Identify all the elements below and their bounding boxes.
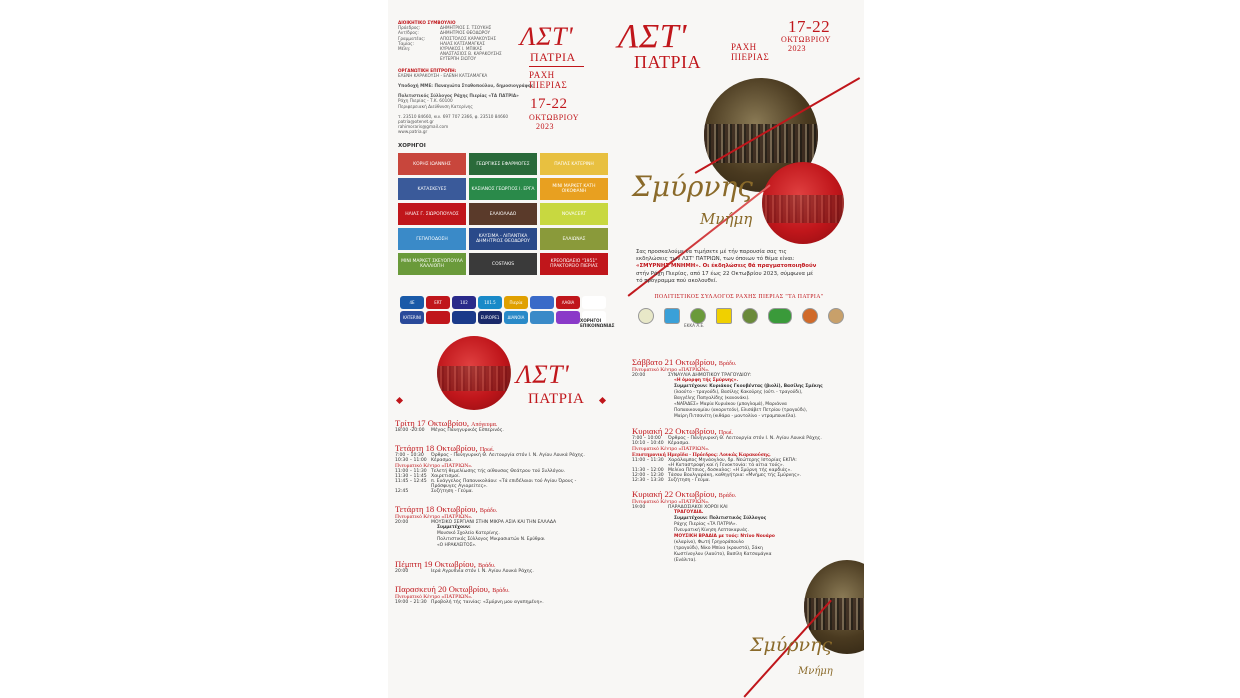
sponsor-logo: ΚΡΕΟΠΩΛΕΙΟ "1951" ΠΡΑΚΤΟΡΕΙΟ ΠΙΕΡΙΑΣ — [540, 253, 608, 275]
participants-block — [437, 525, 620, 549]
phones-line: τ. 23510 84660, κιν. 697 707 2366, φ. 23510 84660 — [398, 113, 509, 119]
theme-subtitle: Μνήμη — [700, 210, 753, 228]
member-name: ΕΥΤΕΡΠΗ ΣΙΩΤΟΥ — [440, 56, 477, 62]
participant-line: «ΝΑΪΑΔΕΣ» Μαρία Κυριάκου (μπαγλαμά), Μαριάννα — [674, 402, 787, 407]
program-day — [395, 584, 620, 605]
participant-line: Κωστίνογλου (λαούτο), Βασίλη Κατσαμάγκα — [674, 552, 772, 557]
participant-line: ΜΟΥΣΙΚΗ ΒΡΑΔΙΑ με τούς: Ντίνο Νουάρο — [674, 534, 775, 539]
program-logo-main: ΛΣΤ' — [516, 360, 570, 389]
member-role: Ταμίας: — [398, 40, 415, 46]
day-label: Τετάρτη 18 Οκτωβρίου, — [395, 443, 478, 453]
address-line-1: Ράχη Πιερίας - Τ.Κ. 60100 — [398, 98, 453, 104]
media-logo — [452, 311, 476, 324]
schedule-time: 19:00 – 21:30 — [395, 600, 427, 605]
divider — [529, 66, 584, 67]
schedule-description: Χαράλαμπος Μηνάογλου, δρ. Νεώτερης Ιστορίας ΕΚΠΑ: — [668, 458, 797, 463]
participants-block — [674, 510, 857, 564]
day-label: Κυριακή 22 Οκτωβρίου, — [632, 489, 717, 499]
participant-line: Πολιτιστικός Σύλλογος Μικρασιατών Ν. Ερύθραι — [437, 537, 545, 542]
schedule-description: Όρθρος - Πανηγυρική Θ. Λειτουργία στόν Ι. Ν. Αγίου Λουκά Ράχης. — [431, 453, 585, 458]
day-label: Παρασκευή 20 Οκτωβρίου, — [395, 584, 491, 594]
logo-sub-small: ΠΑΤΡΙΑ — [530, 50, 576, 64]
schedule-description: π. Ευάγγελος Παπανικολάου: «Τά επιδέλαιοι τού Αγίου Όρους - — [431, 479, 577, 484]
schedule-description: Συζήτηση - Γεύμα. — [431, 489, 474, 494]
day-title — [395, 584, 620, 594]
program-right — [632, 357, 857, 570]
schedule-description: Προβολή τής ταινίας: «Σμύρνη μου αγαπημένη». — [431, 600, 544, 605]
day-title — [395, 559, 620, 569]
media-logo — [530, 296, 554, 309]
day-title — [395, 504, 620, 514]
participant-line: (λαούτο - τραγούδι), Βασίλης Κακούρης (ούτι - τραγούδι), — [674, 390, 803, 395]
schedule-description: Συζήτηση - Γεύμα. — [668, 478, 711, 483]
program-logo-sub: ΠΑΤΡΙΑ — [528, 391, 585, 407]
red-photo-circle — [762, 162, 844, 244]
media-logo: Πιερία — [504, 296, 528, 309]
program-day — [632, 357, 857, 420]
program-day — [395, 559, 620, 574]
member-role: Πρόεδρος: — [398, 25, 421, 31]
schedule-description: ΣΥΝΑΥΛΙΑ ΔΗΜΟΤΙΚΟΥ ΤΡΑΓΟΥΔΙΟΥ: — [668, 373, 752, 378]
sponsor-logo: ΠΑΠΑΣ ΚΑΤΕΡΙΝΗ — [540, 153, 608, 175]
sponsor-logo: ΚΑΣΙΑΝΟΣ ΓΕΩΡΓΙΟΣ Ι. ΕΡΓΑ — [469, 178, 537, 200]
subvenue-label: Επιστημονική Ημερίδα - Πρόεδρος: Λουκάς Καρακούσης. — [632, 452, 771, 458]
participant-line: «Ο ΗΡΑΚΛΕΙΤΟΣ». — [437, 543, 477, 548]
org-names: ΕΛΕΝΗ ΚΑΡΑΚΟΥΣΗ - ΕΛΕΝΗ ΚΑΤΣΑΜΑΓΚΑ — [398, 72, 488, 78]
schedule-time: 7:00 – 10:30 — [395, 453, 424, 458]
wave-logo-icon — [664, 308, 680, 324]
day-time-of-day: Βράδυ. — [492, 588, 510, 594]
schedule-time: 11:00 – 11:30 — [395, 469, 427, 474]
web-line: www.patria.gr — [398, 129, 428, 135]
schedule-description: ΠΑΡΑΔΟΣΙΑΚΟΙ ΧΟΡΟΙ ΚΑΙ — [668, 505, 728, 510]
venue-label: Πνευματικό Κέντρο «ΠΑΤΡΙΩΝ». — [632, 499, 710, 505]
sponsor-logo: ΚΟΡΗΣ ΙΩΑΝΝΗΣ — [398, 153, 466, 175]
media-caption-2: ΕΠΙΚΟΙΝΩΝΙΑΣ — [580, 323, 615, 328]
sponsor-logo: ΚΑΥΣΙΜΑ - ΛΙΠΑΝΤΙΚΑ ΔΗΜΗΤΡΙΟΣ ΘΕΟΔΩΡΟΥ — [469, 228, 537, 250]
program-day — [395, 443, 620, 494]
participant-line: Παπαοικονομίου (ακορντεόν), Ελισάβετ Πετρίου (τραγούδι), — [674, 408, 808, 413]
committee-heading: ΔΙΟΙΚΗΤΙΚΟ ΣΥΜΒΟΥΛΙΟ — [398, 20, 456, 25]
schedule-time: 12:00 – 12:30 — [632, 473, 664, 478]
month-small: ΟΚΤΩΒΡΙΟΥ — [529, 113, 579, 122]
poster-sheet — [388, 0, 864, 698]
association-logos — [638, 308, 844, 324]
participant-line: Βαγγέλης Παπγαλίδης (κανονάκι). — [674, 396, 750, 401]
participant-line: Μαίρη Πιτσανίτη (κιθάρα - μαντολίνο - ντραμπουκέλα). — [674, 414, 797, 419]
sponsor-logo: ΚΑΤΑΣΚΕΥΕΣ — [398, 178, 466, 200]
program-day — [632, 426, 857, 483]
email-line-2: rahimoraris@gmail.com — [398, 124, 449, 130]
member-name: ΔΗΜΗΤΡΙΟΣ Σ. ΤΣΟΥΚΗΣ — [440, 25, 492, 31]
media-logo — [556, 311, 580, 324]
venue-label: Πνευματικό Κέντρο «ΠΑΤΡΙΩΝ». — [395, 594, 473, 600]
schedule-description: ΜΟΥΣΙΚΟ ΣΕΡΓΙΑΝΙ ΣΤΗΝ ΜΙΚΡΑ ΑΣΙΑ ΚΑΙ ΤΗΝ ΕΛΛΑΔΑ — [431, 520, 557, 525]
schedule-time: 11:30 – 12:00 — [632, 468, 664, 473]
schedule-time: 11:00 – 11:30 — [632, 458, 664, 463]
day-time-of-day: Βράδυ. — [718, 361, 737, 367]
day-time-of-day: Βράδυ. — [478, 563, 496, 569]
media-logo: ΔΙΑΝΟΙΑ — [504, 311, 528, 324]
schedule-description: Τάσου Βουλγαράκη, καθηγήτρια: «Μνήμες τής Σμύρνης». — [668, 473, 802, 478]
schedule-description: Μέγας Πανηγυρικός Εσπερινός. — [431, 428, 504, 433]
media-grid — [400, 296, 610, 324]
member-role: Γραμματέας: — [398, 35, 426, 41]
day-label: Τρίτη 17 Οκτωβρίου, — [395, 418, 470, 428]
member-role: Μέλη: — [398, 46, 411, 52]
day-time-of-day: Βράδυ. — [718, 493, 737, 499]
month-large: ΟΚΤΩΒΡΙΟΥ — [781, 35, 831, 44]
bottom-theme-title: Σμύρνης — [750, 634, 833, 656]
schedule-description: Χαιρετισμοί. — [431, 474, 461, 479]
logo-main-large: ΛΣΤ' — [618, 18, 687, 55]
cross-logo-icon — [716, 308, 732, 324]
member-role — [398, 56, 440, 61]
emblem-icon — [802, 308, 818, 324]
member-name: ΚΥΡΙΑΚΟΣ Ι. ΜΠΙΚΑΣ — [440, 46, 483, 52]
member-name: ΑΝΑΣΤΑΣΙΟΣ Β. ΚΑΡΑΚΟΥΣΗΣ — [440, 51, 502, 57]
media-logo: 102 — [452, 296, 476, 309]
sponsor-logo: COSTAKIS — [469, 253, 537, 275]
dates-small: 17-22 — [530, 96, 568, 112]
venue-label: Πνευματικό Κέντρο «ΠΑΤΡΙΩΝ». — [632, 367, 710, 373]
ellipse-logo-icon — [768, 308, 792, 324]
year-small: 2023 — [536, 122, 554, 131]
day-title — [632, 357, 857, 367]
seal-icon — [742, 308, 758, 324]
schedule-row — [632, 478, 857, 483]
media-logo: KATERINI — [400, 311, 424, 324]
schedule-description: Ιερά Αγρυπνία στόν Ι. Ν. Αγίου Λουκά Ράχης. — [431, 569, 534, 574]
schedule-description: Κέρασμα. — [431, 458, 453, 463]
invitation-line: Σας προσκαλούμε να τιμήσετε μέ τήν παρουσία σας τις — [636, 249, 787, 255]
sponsor-logo: ΜΙΝΙ ΜΑΡΚΕΤ ΣΚΕΥΟΠΟΥΛΑ ΚΑΛΛΙΟΠΗ — [398, 253, 466, 275]
schedule-description: «Η Καταστροφή καί ή Γενοκτονία: τά αίτια τούς». — [668, 463, 785, 468]
tree-logo-icon — [690, 308, 706, 324]
schedule-row — [395, 600, 620, 605]
venue-label: Πνευματικό Κέντρο «ΠΑΤΡΙΩΝ». — [632, 446, 710, 452]
invitation-text — [636, 249, 816, 285]
mmm-line: Υποδοχή ΜΜΕ: Παναγιώτα Σταθοπούλου, δημοσιογράφος — [398, 83, 534, 89]
day-time-of-day: Πρωί. — [718, 430, 734, 436]
member-name: ΑΠΟΣΤΟΛΟΣ ΚΑΡΑΚΟΥΣΗΣ — [440, 35, 496, 41]
invitation-line: στήν Ράχη Πιερίας, από 17 έως 22 Οκτωβρίου 2023, σύμφωνα μέ — [636, 270, 814, 277]
participant-line: Συμμετέχουν: Κυριάκος Γκουβέντας (βιολί), Βασίλης Σμέκης — [674, 384, 823, 389]
venue-label: Πνευματικό Κέντρο «ΠΑΤΡΙΩΝ». — [395, 514, 473, 520]
day-label: Τετάρτη 18 Οκτωβρίου, — [395, 504, 478, 514]
schedule-row — [395, 489, 620, 494]
participant-line: Ράχης Πιερίας «ΤΑ ΠΑΤΡΙΑ». — [674, 522, 737, 527]
club-name: Πολιτιστικός Σύλλογος Ράχης Πιερίας «ΤΑ ΠΑΤΡΙΑ» — [398, 93, 519, 99]
member-name: ΗΛΙΑΣ ΚΑΤΣΑΜΑΓΚΑΣ — [440, 40, 485, 46]
theme-title: Σμύρνης — [632, 170, 753, 203]
program-left — [395, 418, 620, 615]
bottom-theme-subtitle: Μνήμη — [798, 666, 833, 677]
participant-line: «Η όμορφη τής Σμύρνης». — [674, 378, 739, 383]
day-title — [395, 418, 620, 428]
day-time-of-day: Απόγευμα. — [471, 422, 498, 428]
media-logo: 4E — [400, 296, 424, 309]
participant-line: (κλαρίνο), Φωτή Γρηγοράπουλο — [674, 540, 744, 545]
media-logo — [582, 296, 606, 309]
schedule-time: 11:30 – 11:45 — [395, 474, 427, 479]
diamond-icon — [396, 397, 403, 404]
invitation-line: «ΣΜΥΡΝΗΣ ΜΝΗΜΗ». Οι έκδηλώσεις θά πραγματοποιηθούν — [636, 263, 817, 270]
association-name: ΠΟΛΙΤΙΣΤΙΚΟΣ ΣΥΛΛΟΓΟΣ ΡΑΧΗΣ ΠΙΕΡΙΑΣ "ΤΑ ΠΑΤΡΙΑ" — [654, 294, 824, 300]
sponsor-logo: ΓΕΠΑΠΟΔΟΣΗ — [398, 228, 466, 250]
media-logo: ΛΑΘΙΑ — [556, 296, 580, 309]
schedule-time: 19:00 — [632, 505, 646, 510]
day-label: Σάββατο 21 Οκτωβρίου, — [632, 357, 717, 367]
participant-line: ΤΡΑΓΟΥΔΙΑ. — [674, 510, 704, 515]
dates-large: 17-22 — [788, 17, 831, 36]
sponsor-logo: ΜΙΝΙ ΜΑΡΚΕΤ ΚΑΤΗ ΟΙΚΟΦΑΝΗ — [540, 178, 608, 200]
schedule-time: 12:30 – 13:30 — [632, 478, 664, 483]
committee-block — [398, 20, 533, 135]
schedule-description: Όρθρος - Πανηγυρική Θ. Λειτουργία στόν Ι. Ν. Αγίου Λουκά Ράχης. — [668, 436, 822, 441]
schedule-description: Τελετή θεμελίωσης τής αίθουσας Θεάτρου τού Συλλόγου. — [431, 469, 566, 474]
place-large: ΡΑΧΗ ΠΙΕΡΙΑΣ — [731, 42, 770, 62]
participants-block — [674, 378, 857, 420]
day-title — [632, 489, 857, 499]
schedule-row — [395, 428, 620, 433]
schedule-description: Πρόσφυγες Αγιορείτες». — [431, 484, 488, 489]
invitation-line: τό πρόγραμμα πού ακολουθεί. — [636, 277, 718, 284]
schedule-time: 18:00 -20:00 — [395, 428, 425, 433]
place-small: ΡΑΧΗ ΠΙΕΡΙΑΣ — [529, 70, 568, 90]
media-logo: EUROPE1 — [478, 311, 502, 324]
schedule-time: 20:00 — [395, 569, 409, 574]
member-name: ΔΗΜΗΤΡΙΟΣ ΘΕΟΔΩΡΟΥ — [440, 30, 491, 36]
diamond-icon — [599, 397, 606, 404]
sponsor-logo: ΕΛΑΙΩΝΑΣ — [540, 228, 608, 250]
schedule-time: 20:00 — [395, 520, 409, 525]
program-day — [395, 504, 620, 549]
sponsors-grid — [398, 153, 608, 275]
shield-icon — [828, 308, 844, 324]
schedule-time: 10:10 – 10:40 — [632, 441, 664, 446]
venue-label: Πνευματικό Κέντρο «ΠΑΤΡΙΩΝ». — [395, 463, 473, 469]
email-line-1: patria@otenet.gr — [398, 119, 434, 125]
sponsor-logo: ΗΛΙΑΣ Γ. ΣΙΩΡΟΠΟΥΛΟΣ — [398, 203, 466, 225]
schedule-time: 20:00 — [632, 373, 646, 378]
media-logo — [530, 311, 554, 324]
sponsor-logo: NOVACERT — [540, 203, 608, 225]
day-label: Πέμπτη 19 Οκτωβρίου, — [395, 559, 476, 569]
participant-line: (τραγούδι), Νίκο Μπίνα (κρουστά), Σάκη — [674, 546, 763, 551]
logo-main-small: ΛΣΤ' — [520, 22, 574, 51]
participant-line: (Ενάλιτα). — [674, 558, 697, 563]
media-logo: ERT — [426, 296, 450, 309]
member-role: Αντ/δρος: — [398, 30, 419, 36]
media-logo: 101.5 — [478, 296, 502, 309]
day-title — [395, 443, 620, 453]
invitation-line: εκδηλώσεις των ΛΣΤ' ΠΑΤΡΙΩΝ, των όποιων τό θέμα είναι: — [636, 256, 795, 263]
year-large: 2023 — [788, 44, 806, 53]
schedule-time: 10:30 – 11:00 — [395, 458, 427, 463]
address-line-2: Περιφερειακή Διεύθυνση Κατερίνης — [398, 103, 473, 109]
media-caption-1: ΧΟΡΗΓΟΙ — [580, 318, 602, 323]
participant-line: Μουσικό Σχολείο Κατερίνης. — [437, 531, 500, 536]
media-logo — [426, 311, 450, 324]
logo-sub-large: ΠΑΤΡΙΑ — [634, 52, 702, 72]
schedule-time: 7:00 – 10:00 — [632, 436, 661, 441]
association-logo-caption: ΕΚΚΑ Α.Ε. — [684, 323, 705, 328]
participant-line: Συμμετέχουν: Πολιτιστικός Σύλλογος — [674, 516, 767, 521]
sponsor-logo: ΓΕΩΡΓΙΚΕΣ ΕΦΑΡΜΟΓΕΣ — [469, 153, 537, 175]
day-title — [632, 426, 857, 436]
org-heading: ΟΡΓΑΝΩΤΙΚΗ ΕΠΙΤΡΟΠΗ: — [398, 67, 457, 73]
day-label: Κυριακή 22 Οκτωβρίου, — [632, 426, 717, 436]
sponsors-heading: ΧΟΡΗΓΟΙ — [398, 143, 426, 149]
participant-line: Πνευματική Κίνηση Λεπτοκαρυάς. — [674, 528, 749, 533]
crest-icon — [638, 308, 654, 324]
program-day — [395, 418, 620, 433]
program-day — [632, 489, 857, 564]
schedule-time: 11:45 – 12:45 — [395, 479, 427, 484]
participant-line: Συμμετέχουν: — [437, 525, 471, 530]
program-photo-circle — [437, 336, 511, 410]
day-time-of-day: Βράδυ. — [479, 508, 498, 514]
schedule-description: Κέρασμα. — [668, 441, 690, 446]
committee-member — [398, 56, 533, 61]
schedule-time: 12:45 — [395, 489, 409, 494]
schedule-row — [395, 569, 620, 574]
schedule-description: Μελίνα Πέτσιος, δοσκαλος: «Η Σμύρνη τής καρδιάς». — [668, 468, 792, 473]
day-time-of-day: Πρωί. — [479, 447, 495, 453]
sponsor-logo: ΕΛΑΙΟΛΑΔΟ — [469, 203, 537, 225]
